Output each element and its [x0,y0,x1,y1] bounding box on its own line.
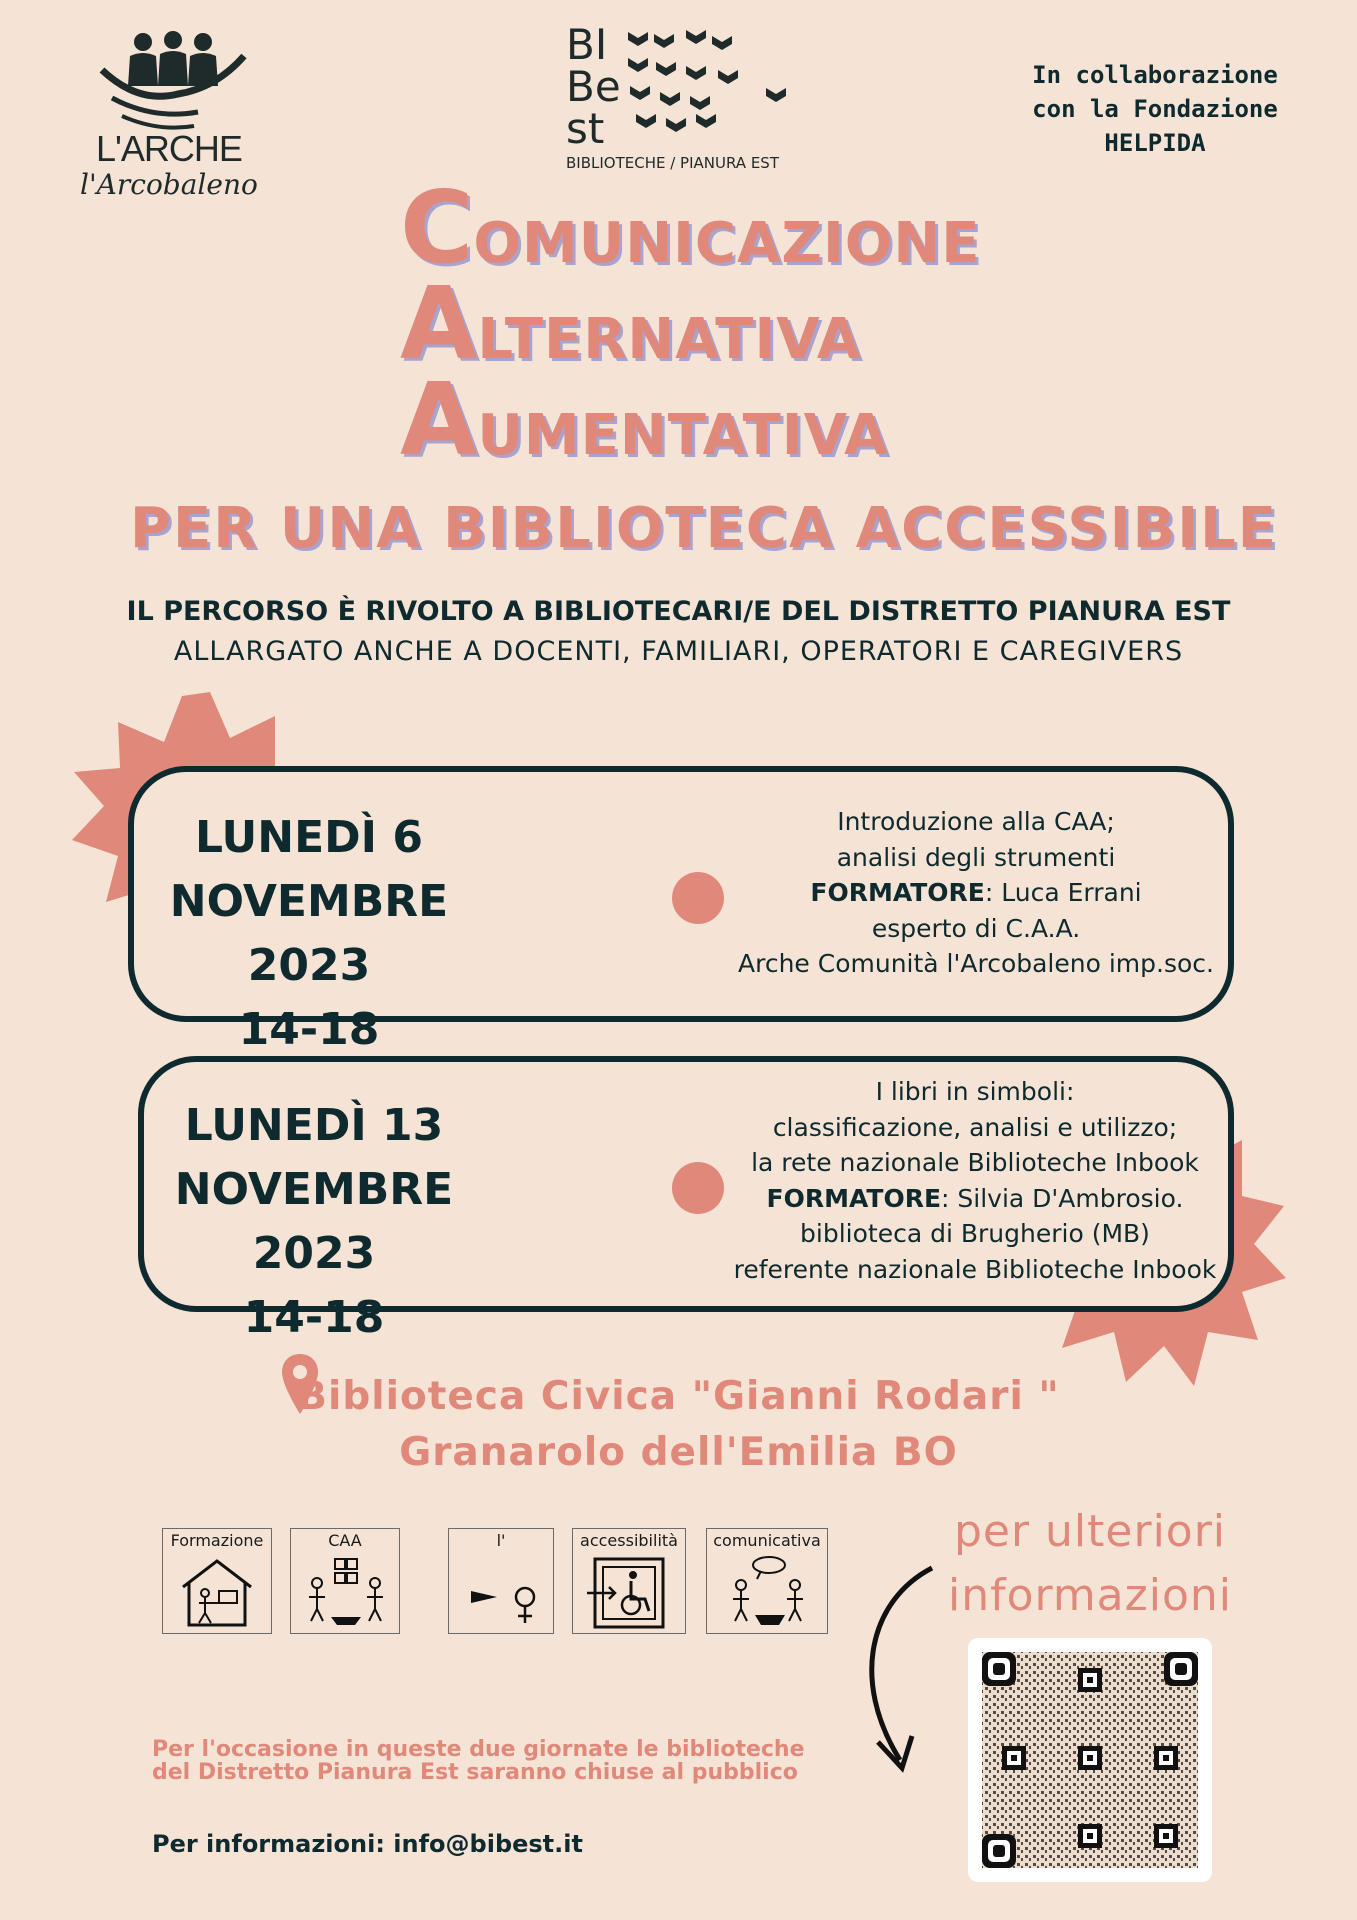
title-initial-2: A [400,265,478,382]
session-2-line-1: I libri in simboli: [875,1077,1075,1106]
title-initial-3: A [400,361,478,478]
session-1-trainer-label: FORMATORE [810,878,985,907]
bibest-letters-2: Be [566,62,621,111]
symbol-label: comunicativa [713,1531,821,1550]
audience-secondary: ALLARGATO ANCHE A DOCENTI, FAMILIARI, OPERATORI E CAREGIVERS [173,636,1184,667]
location-city: Granarolo dell'Emilia BO [399,1430,958,1475]
title-rest-1: OMUNICAZIONE [473,211,981,276]
session-date-2 [144,1094,484,1350]
bibest-tagline: BIBLIOTECHE / PIANURA EST [566,154,779,172]
title-line-2 [400,265,862,382]
contact-email[interactable]: Per informazioni: info@bibest.it [152,1830,583,1858]
female-article-icon [449,1553,553,1631]
session-1-line-4: esperto di C.A.A. [871,913,1081,943]
symbol-label: l' [496,1531,506,1550]
session-1-trainer [734,875,1218,911]
session-2-time: 14-18 [243,1292,385,1343]
session-1-line-2: analisi degli strumenti [836,842,1116,872]
arche-logo-line2: l'Arcobaleno [80,168,258,201]
bullet-dot [672,1162,724,1214]
session-1-trainer-name: : Luca Errani [984,878,1142,907]
collaboration-note [1025,58,1285,160]
bibest-logo [560,22,820,182]
collaboration-line-2: con la Fondazione [1032,95,1278,123]
audience-primary: IL PERCORSO È RIVOLTO A BIBLIOTECARI/E DEL DISTRETTO PIANURA EST [126,596,1231,627]
symbol-card-comunicativa [706,1528,828,1634]
house-teacher-icon [163,1553,271,1631]
session-description-1 [734,804,1218,982]
symbol-label: Formazione [170,1531,264,1550]
symbol-card-caa [290,1528,400,1634]
session-2-month: NOVEMBRE 2023 [174,1164,454,1279]
more-info-line-1: per ulteriori [953,1506,1227,1557]
session-card-2 [138,1056,1234,1343]
title-rest-2: LTERNATIVA [477,307,862,372]
session-2-line-6: referente nazionale Biblioteche Inbook [733,1254,1217,1284]
session-2-trainer-label: FORMATORE [766,1183,942,1213]
session-2-line-5: biblioteca di Brugherio (MB) [800,1219,1150,1248]
collaboration-line-1: In collaborazione [1032,61,1278,89]
symbol-card-accessibilita [572,1528,686,1634]
collaboration-line-3: HELPIDA [1104,129,1206,157]
subtitle: PER UNA BIBLIOTECA ACCESSIBILE [130,496,1279,561]
session-1-day: LUNEDÌ 6 [195,812,423,863]
title-rest-3: UMENTATIVA [477,403,889,468]
session-1-time: 14-18 [238,1004,380,1055]
session-1-line-5: Arche Comunità l'Arcobaleno imp.soc. [738,949,1214,978]
session-2-line-3: la rete nazionale Biblioteche Inbook [751,1148,1199,1177]
curved-arrow-icon [840,1560,960,1780]
arche-logo [78,28,258,208]
bibest-letters-1: BI [566,20,608,69]
qr-code[interactable] [968,1638,1212,1882]
symbol-card-formazione [162,1528,272,1634]
session-card-1 [128,766,1234,1055]
closure-notice-line-1: Per l'occasione in queste due giornate le biblioteche [152,1737,805,1762]
symbol-label: accessibilità [580,1531,678,1550]
session-1-month: NOVEMBRE 2023 [169,876,449,991]
more-info-line-2: informazioni [947,1570,1232,1621]
title-line-3 [400,361,889,478]
session-2-trainer-name: : Silvia D'Ambrosio. [941,1183,1184,1213]
wheelchair-door-icon [573,1553,685,1631]
qr-code-icon [968,1638,1212,1882]
arche-logo-line1: L'ARCHE [96,128,242,169]
closure-notice-line-2: del Distretto Pianura Est saranno chiuse al pubblico [152,1760,798,1785]
bullet-dot [672,872,724,924]
symbol-card-article [448,1528,554,1634]
session-2-line-2: classificazione, analisi e utilizzo; [772,1112,1178,1142]
session-description-2 [730,1074,1220,1287]
title-line-1 [400,169,981,286]
communication-board-icon [291,1553,399,1631]
session-1-line-1: Introduzione alla CAA; [837,807,1115,836]
people-boat-icon [98,28,248,138]
closure-notice [152,1738,805,1784]
bibest-letters-3: st [566,104,605,153]
speech-people-icon [707,1553,827,1631]
session-2-trainer [730,1181,1220,1217]
session-2-day: LUNEDÌ 13 [184,1100,444,1151]
session-date-1 [144,806,474,1062]
symbol-label: CAA [328,1531,362,1550]
title-initial-1: C [400,169,474,286]
more-info-label [940,1500,1240,1628]
book-birds-icon [626,26,786,136]
location-name: Biblioteca Civica "Gianni Rodari " [297,1374,1060,1419]
